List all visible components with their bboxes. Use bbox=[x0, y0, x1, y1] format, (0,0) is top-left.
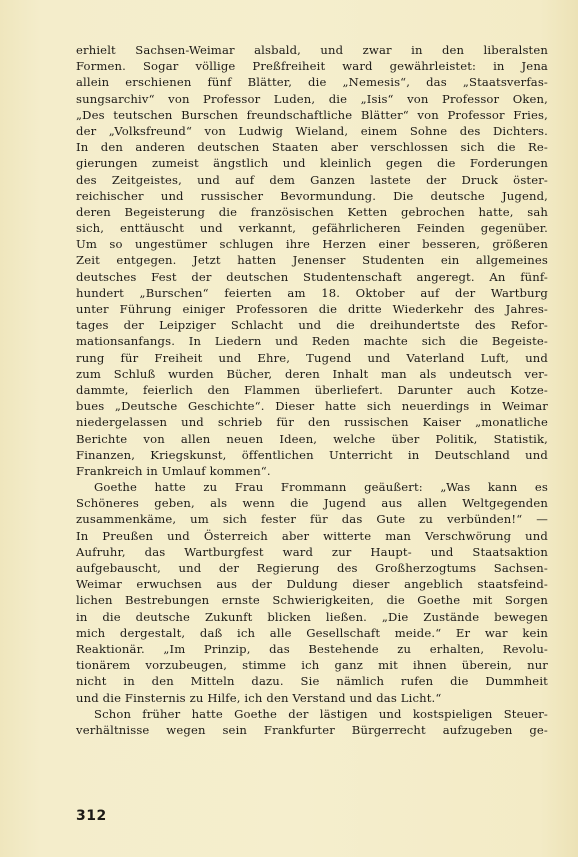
text-line: der „Volksfreund“ von Ludwig Wieland, einem Sohne des Dichters. bbox=[76, 123, 548, 138]
text-line: dammte, feierlich den Flammen überliefert. Darunter auch Kotze- bbox=[76, 382, 548, 397]
text-line: Goethe hatte zu Frau Frommann geäußert: „Was kann es bbox=[94, 480, 548, 495]
page-number: 312 bbox=[76, 808, 107, 824]
text-line: Zeit entgegen. Jetzt hatten Jenenser Studenten ein allgemeines bbox=[76, 253, 548, 268]
text-line: Weimar erwuchsen aus der Duldung dieser angeblich staatsfeind- bbox=[76, 577, 548, 592]
text-line: sungsarchiv“ von Professor Luden, die „Isis“ von Professor Oken, bbox=[76, 91, 548, 106]
text-line: deren Begeisterung die französischen Ketten gebrochen hatte, sah bbox=[76, 204, 548, 219]
text-line: „Des teutschen Burschen freundschaftliche Blätter“ von Professor Fries, bbox=[76, 107, 548, 122]
text-line: und die Finsternis zu Hilfe, ich den Verstand und das Licht.“ bbox=[76, 690, 442, 705]
text-line: Schon früher hatte Goethe der lästigen und kostspieligen Steuer- bbox=[94, 706, 548, 721]
text-line: reichischer und russischer Bevormundung. Die deutsche Jugend, bbox=[76, 188, 548, 203]
text-line: erhielt Sachsen-Weimar alsbald, und zwar in den liberalsten bbox=[76, 43, 548, 57]
text-line: Reaktionär. „Im Prinzip, das Bestehende zu erhalten, Revolu- bbox=[76, 641, 548, 656]
text-line: Frankreich in Umlauf kommen“. bbox=[76, 463, 271, 478]
text-line: deutsches Fest der deutschen Studentenschaft angeregt. An fünf- bbox=[76, 269, 548, 284]
text-line: in die deutsche Zukunft blicken ließen. „Die Zustände bewegen bbox=[76, 609, 548, 624]
text-line: mich dergestalt, daß ich alle Gesellschaft meide.“ Er war kein bbox=[76, 625, 548, 640]
text-line: tionärem vorzubeugen, stimme ich ganz mit ihnen überein, nur bbox=[76, 658, 548, 673]
text-line: sich, enttäuscht und verkannt, gefährlicheren Feinden gegenüber. bbox=[76, 221, 548, 236]
text-line: nicht in den Mitteln dazu. Sie nämlich rufen die Dummheit bbox=[76, 674, 548, 689]
text-line: gierungen zumeist ängstlich und kleinlich gegen die Forderungen bbox=[76, 156, 548, 171]
text-line: In Preußen und Österreich aber witterte man Verschwörung und bbox=[76, 528, 548, 543]
text-line: verhältnisse wegen sein Frankfurter Bürgerrecht aufzugeben ge- bbox=[76, 722, 548, 737]
text-line: lichen Bestrebungen ernste Schwierigkeiten, die Goethe mit Sorgen bbox=[76, 593, 548, 608]
text-line: zum Schluß wurden Bücher, deren Inhalt man als undeutsch ver- bbox=[76, 366, 548, 381]
text-line: rung für Freiheit und Ehre, Tugend und Vaterland Luft, und bbox=[76, 350, 548, 365]
text-line: Formen. Sogar völlige Preßfreiheit ward gewährleistet: in Jena bbox=[76, 59, 548, 74]
body-text bbox=[76, 42, 548, 738]
text-line: Schöneres geben, als wenn die Jugend aus allen Weltgegenden bbox=[76, 496, 548, 511]
text-line: tages der Leipziger Schlacht und die dreihundertste des Refor- bbox=[76, 318, 548, 333]
text-line: niedergelassen und schrieb für den russischen Kaiser „monatliche bbox=[76, 415, 548, 430]
text-line: des Zeitgeistes, und auf dem Ganzen lastete der Druck öster- bbox=[76, 172, 548, 187]
text-line: In den anderen deutschen Staaten aber verschlossen sich die Re- bbox=[76, 140, 548, 155]
text-line: Um so ungestümer schlugen ihre Herzen einer besseren, größeren bbox=[76, 237, 548, 252]
text-line: aufgebauscht, und der Regierung des Großherzogtums Sachsen- bbox=[76, 561, 548, 575]
text-line: mationsanfangs. In Liedern und Reden machte sich die Begeiste- bbox=[76, 334, 548, 349]
text-line: Aufruhr, das Wartburgfest ward zur Haupt- und Staatsaktion bbox=[76, 544, 548, 559]
text-line: zusammenkäme, um sich fester für das Gute zu verbünden!“ — bbox=[76, 512, 548, 527]
text-line: Berichte von allen neuen Ideen, welche über Politik, Statistik, bbox=[76, 431, 548, 446]
text-line: allein erschienen fünf Blätter, die „Nemesis“, das „Staatsverfas- bbox=[76, 75, 548, 90]
text-line: bues „Deutsche Geschichte“. Dieser hatte sich neuerdings in Weimar bbox=[76, 399, 548, 414]
text-line: Finanzen, Kriegskunst, öffentlichen Unterricht in Deutschland und bbox=[76, 447, 548, 462]
text-line: hundert „Burschen“ feierten am 18. Oktober auf der Wartburg bbox=[76, 285, 548, 300]
text-line: unter Führung einiger Professoren die dritte Wiederkehr des Jahres- bbox=[76, 302, 548, 316]
